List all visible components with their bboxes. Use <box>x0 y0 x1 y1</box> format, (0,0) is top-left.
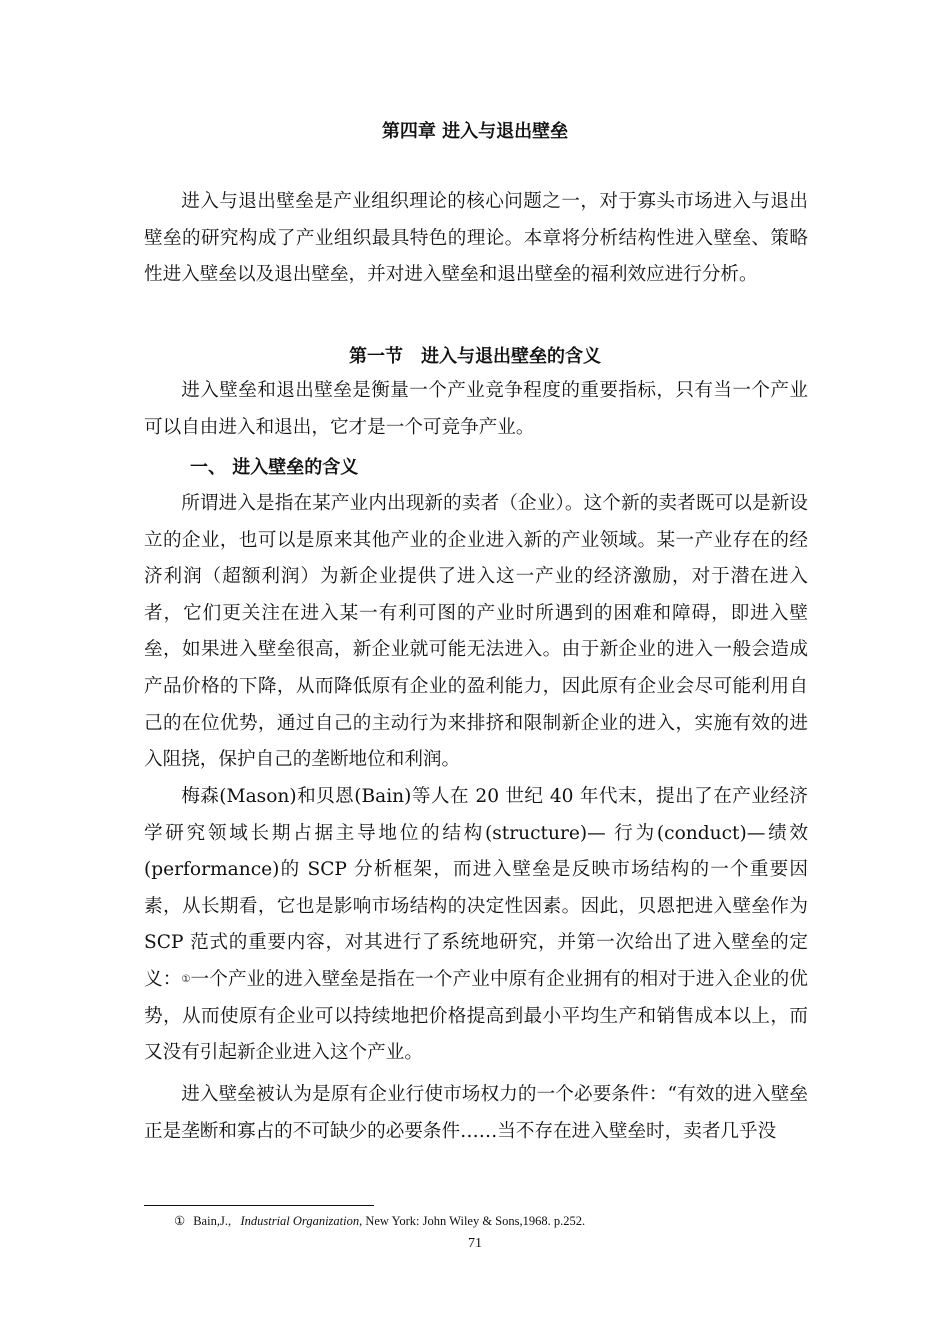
body-paragraph-2: 所谓进入是指在某产业内出现新的卖者（企业）。这个新的卖者既可以是新设立的企业，也可以是原来其他产业的企业进入新的产业领域。某一产业存在的经济利润（超额利润）为新企业提供了进入这一产业的经济激励，对于潜在进入者，它们更关注在进入某一有利可图的产业时所遇到的困难和障碍，即进入壁垒，如果进入壁垒很高，新企业就可能无法进入。由于新企业的进入一般会造成产品价格的下降，从而降低原有企业的盈利能力，因此原有企业会尽可能利用自己的在位优势，通过自己的主动行为来排挤和限制新企业的进入，实施有效的进入阻挠，保护自己的垄断地位和利润。 <box>144 493 808 771</box>
footnote-reference-mark[interactable]: ① <box>181 973 191 985</box>
footnote-book-title: Industrial Organization <box>240 1214 360 1228</box>
footnote-publication: , New York: John Wiley & Sons,1968. p.252. <box>359 1214 586 1228</box>
body-paragraph-4: 进入壁垒被认为是原有企业行使市场权力的一个必要条件：“有效的进入壁垒正是垄断和寡占的不可缺少的必要条件……当不存在进入壁垒时，卖者几乎没 <box>144 1084 808 1142</box>
footnote-divider <box>144 1205 374 1206</box>
page-number: 71 <box>468 1236 482 1251</box>
footnote-mark: ① <box>174 1214 186 1228</box>
paragraph-3-text-before-ref: 梅森(Mason)和贝恩(Bain)等人在 20 世纪 40 年代末，提出了在产业经济学研究领域长期占据主导地位的结构(structure)— 行为(conduct)—绩效(performance)的 SCP 分析框架，而进入壁垒是反映市场结构的一个重要因素，从长期看，它也是影响市场结构的决定性因素。因此，贝恩把进入壁垒作为 SCP 范式的重要内容，对其进行了系统地研究，并第一次给出了进入壁垒的定义： <box>144 786 808 990</box>
subsection-title: 一、 进入壁垒的含义 <box>190 457 359 478</box>
chapter-title: 第四章 进入与退出壁垒 <box>381 121 569 142</box>
section-title: 第一节 进入与退出壁垒的含义 <box>349 346 601 367</box>
body-paragraph-3 <box>144 779 808 1072</box>
intro-paragraph: 进入与退出壁垒是产业组织理论的核心问题之一，对于寡头市场进入与退出壁垒的研究构成了产业组织最具特色的理论。本章将分析结构性进入壁垒、策略性进入壁垒以及退出壁垒，并对进入壁垒和退出壁垒的福利效应进行分析。 <box>144 191 808 286</box>
section-paragraph-1: 进入壁垒和退出壁垒是衡量一个产业竞争程度的重要指标，只有当一个产业可以自由进入和退出，它才是一个可竞争产业。 <box>144 380 808 438</box>
footnote-author: Bain,J., <box>193 1214 232 1228</box>
paragraph-3-text-after-ref: 一个产业的进入壁垒是指在一个产业中原有企业拥有的相对于进入企业的优势，从而使原有企业可以持续地把价格提高到最小平均生产和销售成本以上，而又没有引起新企业进入这个产业。 <box>144 968 808 1064</box>
footnote <box>174 1212 874 1230</box>
